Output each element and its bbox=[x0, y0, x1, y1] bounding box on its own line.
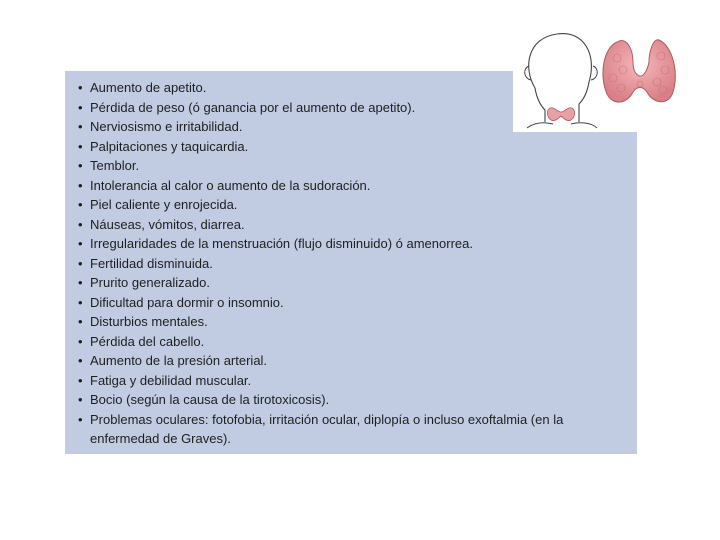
list-item: • Náuseas, vómitos, diarrea. bbox=[78, 215, 628, 235]
list-item: • Prurito generalizado. bbox=[78, 273, 628, 293]
bullet-icon: • bbox=[78, 255, 83, 271]
bullet-icon: • bbox=[78, 392, 83, 407]
bullet-icon: • bbox=[78, 216, 83, 232]
list-item: • Temblor. bbox=[78, 156, 628, 176]
list-item: • Dificultad para dormir o insomnio. bbox=[78, 293, 628, 313]
bullet-icon: • bbox=[78, 314, 83, 329]
bullet-icon: • bbox=[78, 294, 83, 310]
list-item: • Piel caliente y enrojecida. bbox=[78, 195, 628, 215]
bullet-icon: • bbox=[78, 138, 83, 154]
bullet-icon: • bbox=[78, 353, 83, 368]
list-item: • Fertilidad disminuida. bbox=[78, 254, 628, 274]
bullet-icon: • bbox=[78, 119, 83, 134]
bullet-icon: • bbox=[78, 80, 83, 95]
bullet-icon: • bbox=[78, 372, 83, 388]
list-item: • Aumento de apetito. bbox=[78, 78, 628, 98]
list-item: • Pérdida de peso (ó ganancia por el aumento de apetito). bbox=[78, 98, 628, 118]
list-item: • Irregularidades de la menstruación (flujo disminuido) ó amenorrea. bbox=[78, 234, 628, 254]
list-item: • Fatiga y debilidad muscular. bbox=[78, 371, 628, 391]
list-item: • Problemas oculares: fotofobia, irritación ocular, diplopía o incluso exoftalmia (en la enfermedad de Graves). bbox=[78, 411, 564, 446]
list-item: • Palpitaciones y taquicardia. bbox=[78, 137, 628, 157]
list-item: • Intolerancia al calor o aumento de la sudoración. bbox=[78, 176, 628, 196]
thyroid-illustration bbox=[513, 28, 685, 132]
bullet-icon: • bbox=[78, 275, 83, 290]
bullet-icon: • bbox=[78, 333, 83, 349]
bullet-icon: • bbox=[78, 411, 83, 427]
thyroid-gland-icon bbox=[513, 28, 685, 132]
symptoms-list bbox=[78, 78, 628, 449]
bullet-icon: • bbox=[78, 177, 83, 193]
bullet-icon: • bbox=[78, 99, 83, 115]
list-item: • Disturbios mentales. bbox=[78, 312, 628, 332]
list-item: • Nerviosismo e irritabilidad. bbox=[78, 117, 628, 137]
bullet-icon: • bbox=[78, 197, 83, 212]
list-item: • Bocio (según la causa de la tirotoxicosis). bbox=[78, 390, 628, 410]
list-item: • Pérdida del cabello. bbox=[78, 332, 628, 352]
list-item: • Aumento de la presión arterial. bbox=[78, 351, 628, 371]
bullet-icon: • bbox=[78, 158, 83, 173]
bullet-icon: • bbox=[78, 236, 83, 251]
